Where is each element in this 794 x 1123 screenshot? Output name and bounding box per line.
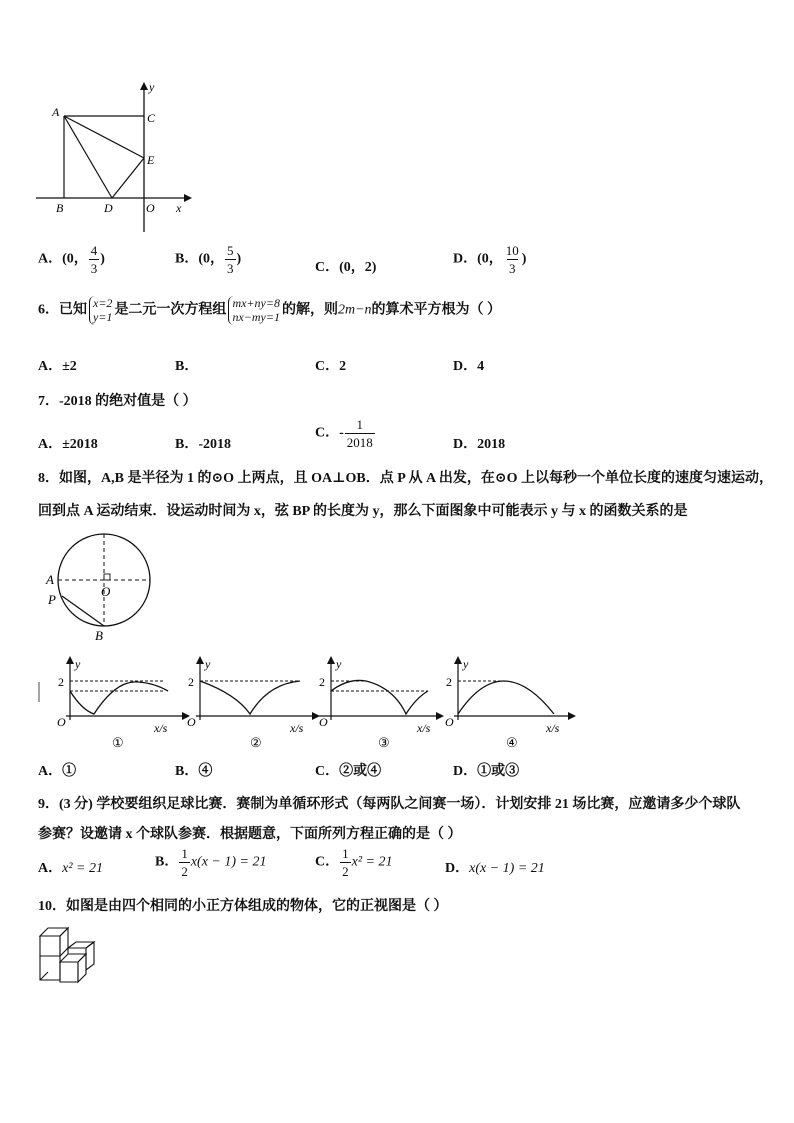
label-y: y — [149, 80, 155, 94]
cube-front-right-front — [60, 962, 78, 982]
graph4-two-label: 2 — [446, 675, 452, 689]
graph-4 — [445, 656, 576, 750]
cube-right-back-side — [86, 942, 94, 970]
graph-2 — [187, 656, 320, 750]
label-d: D — [104, 201, 113, 215]
graph3-curve — [331, 680, 428, 714]
q8-stem-line2: 回到点 A 运动结束．设运动时间为 x，弦 BP 的长度为 y，那么下面图象中可能表示 y 与 x 的函数关系的是 — [38, 504, 688, 519]
graph2-y-label: y — [205, 657, 211, 671]
graph2-y-arrow — [196, 656, 204, 664]
graph1-y-arrow — [66, 656, 74, 664]
graph4-x-arrow — [568, 712, 576, 720]
q6-stem: 6．已知 x=2 y=1 是二元一次方程组 mx+ny=8 nx−my=1 的解，则2m−n的算术平方根为（ ） — [38, 296, 502, 325]
q7-option-d[interactable]: D．2018 — [453, 437, 506, 452]
label-e: E — [147, 153, 155, 167]
label-c: C — [147, 111, 156, 125]
q8-option-c[interactable]: C．②或④ — [315, 764, 382, 779]
graph1-number: ① — [112, 735, 124, 750]
x-axis-arrow — [184, 194, 192, 202]
graph2-xs-label: x/s — [290, 721, 304, 735]
q6-equation-system: mx+ny=8 nx−my=1 — [228, 296, 280, 325]
q9-stem-line2: 参赛？设邀请 x 个球队参赛．根据题意，下面所列方程正确的是（ ） — [38, 827, 462, 842]
graph2-origin-label: O — [187, 715, 196, 729]
q7-option-c[interactable]: C．- $\frac{1}{2018}$ — [315, 417, 373, 450]
cube-edge — [40, 972, 48, 980]
q8-circle-figure — [40, 530, 165, 645]
cube-top-side — [60, 928, 68, 956]
q8-option-a[interactable]: A．① — [38, 764, 77, 779]
q8-option-b[interactable]: B．④ — [175, 764, 213, 779]
graph3-y-label: y — [336, 657, 342, 671]
graph3-two-label: 2 — [319, 675, 325, 689]
q5-option-b[interactable]: B．(0， $\frac{5}{3}$ ) — [175, 243, 242, 276]
label-p: P — [48, 592, 56, 607]
graph1-origin-label: O — [57, 715, 66, 729]
graph4-y-arrow — [454, 656, 462, 664]
q7-option-a[interactable]: A．±2018 — [38, 437, 98, 452]
label-o: O — [101, 584, 111, 599]
q6-option-b[interactable]: B． — [175, 359, 199, 374]
right-angle-mark — [104, 574, 110, 580]
q9-option-d[interactable]: D．x(x − 1) = 21 — [445, 861, 545, 876]
q6-option-d[interactable]: D．4 — [453, 359, 485, 374]
q8-stem-line1: 8．如图，A,B 是半径为 1 的⊙O 上两点，且 OA⊥OB．点 P 从 A 出发，在⊙O 上以每秒一个单位长度的速度匀速运动， — [38, 471, 773, 486]
label-x: x — [176, 201, 182, 215]
q5-option-d[interactable]: D．(0， $\frac{10}{3}$ ) — [453, 243, 527, 276]
graph4-xs-label: x/s — [546, 721, 560, 735]
graph2-number: ② — [250, 735, 262, 750]
q6-option-a[interactable]: A．±2 — [38, 359, 77, 374]
graph3-origin-label: O — [319, 715, 328, 729]
y-axis-arrow — [140, 82, 148, 90]
q9-option-c[interactable]: C． $\frac{1}{2}$ x² = 21 — [315, 846, 393, 879]
graph3-number: ③ — [378, 735, 390, 750]
graph2-two-label: 2 — [188, 675, 194, 689]
q9-option-a[interactable]: A．x² = 21 — [38, 861, 103, 876]
graph1-two-label: 2 — [58, 675, 64, 689]
q5-option-a[interactable]: A．(0， $\frac{4}{3}$ ) — [38, 243, 105, 276]
q8-graphs — [36, 650, 596, 754]
label-b: B — [56, 201, 64, 215]
label-a: A — [52, 105, 60, 119]
graph1-curve — [70, 682, 168, 714]
graph1-xs-label: x/s — [154, 721, 168, 735]
q10-stem: 10．如图是由四个相同的小正方体组成的物体，它的正视图是（ ） — [38, 899, 448, 914]
cube-front-right-side — [78, 954, 86, 982]
graph3-x-arrow — [436, 712, 444, 720]
q9-option-b[interactable]: B． $\frac{1}{2}$ x(x − 1) = 21 — [155, 846, 267, 879]
cube-top-front — [40, 936, 60, 956]
graph4-origin-label: O — [445, 715, 454, 729]
q5-option-c[interactable]: C．(0，2) — [315, 260, 377, 275]
graph4-curve — [458, 681, 554, 714]
graph1-y-label: y — [75, 657, 81, 671]
segment-de — [112, 158, 144, 198]
label-a: A — [46, 572, 54, 587]
graph-3 — [319, 656, 444, 750]
graph3-xs-label: x/s — [417, 721, 431, 735]
graph4-y-label: y — [463, 657, 469, 671]
q7-option-b[interactable]: B．-2018 — [175, 437, 231, 452]
graph-1 — [57, 656, 190, 750]
q9-stem-line1: 9．(3 分) 学校要组织足球比赛．赛制为单循环形式（每两队之间赛一场）．计划安排 21 场比赛，应邀请多少个球队 — [38, 797, 741, 812]
q10-cube-figure — [36, 922, 102, 988]
graph3-y-arrow — [327, 656, 335, 664]
q6-option-c[interactable]: C．2 — [315, 359, 347, 374]
q5-coordinate-figure — [28, 78, 198, 238]
graph4-number: ④ — [506, 735, 518, 750]
label-b: B — [95, 628, 103, 643]
q6-solution-system: x=2 y=1 — [89, 296, 112, 325]
q8-option-d[interactable]: D．①或③ — [453, 764, 520, 779]
label-o: O — [146, 201, 155, 215]
graph2-curve — [200, 681, 300, 714]
q7-stem: 7．-2018 的绝对值是（ ） — [38, 394, 197, 409]
